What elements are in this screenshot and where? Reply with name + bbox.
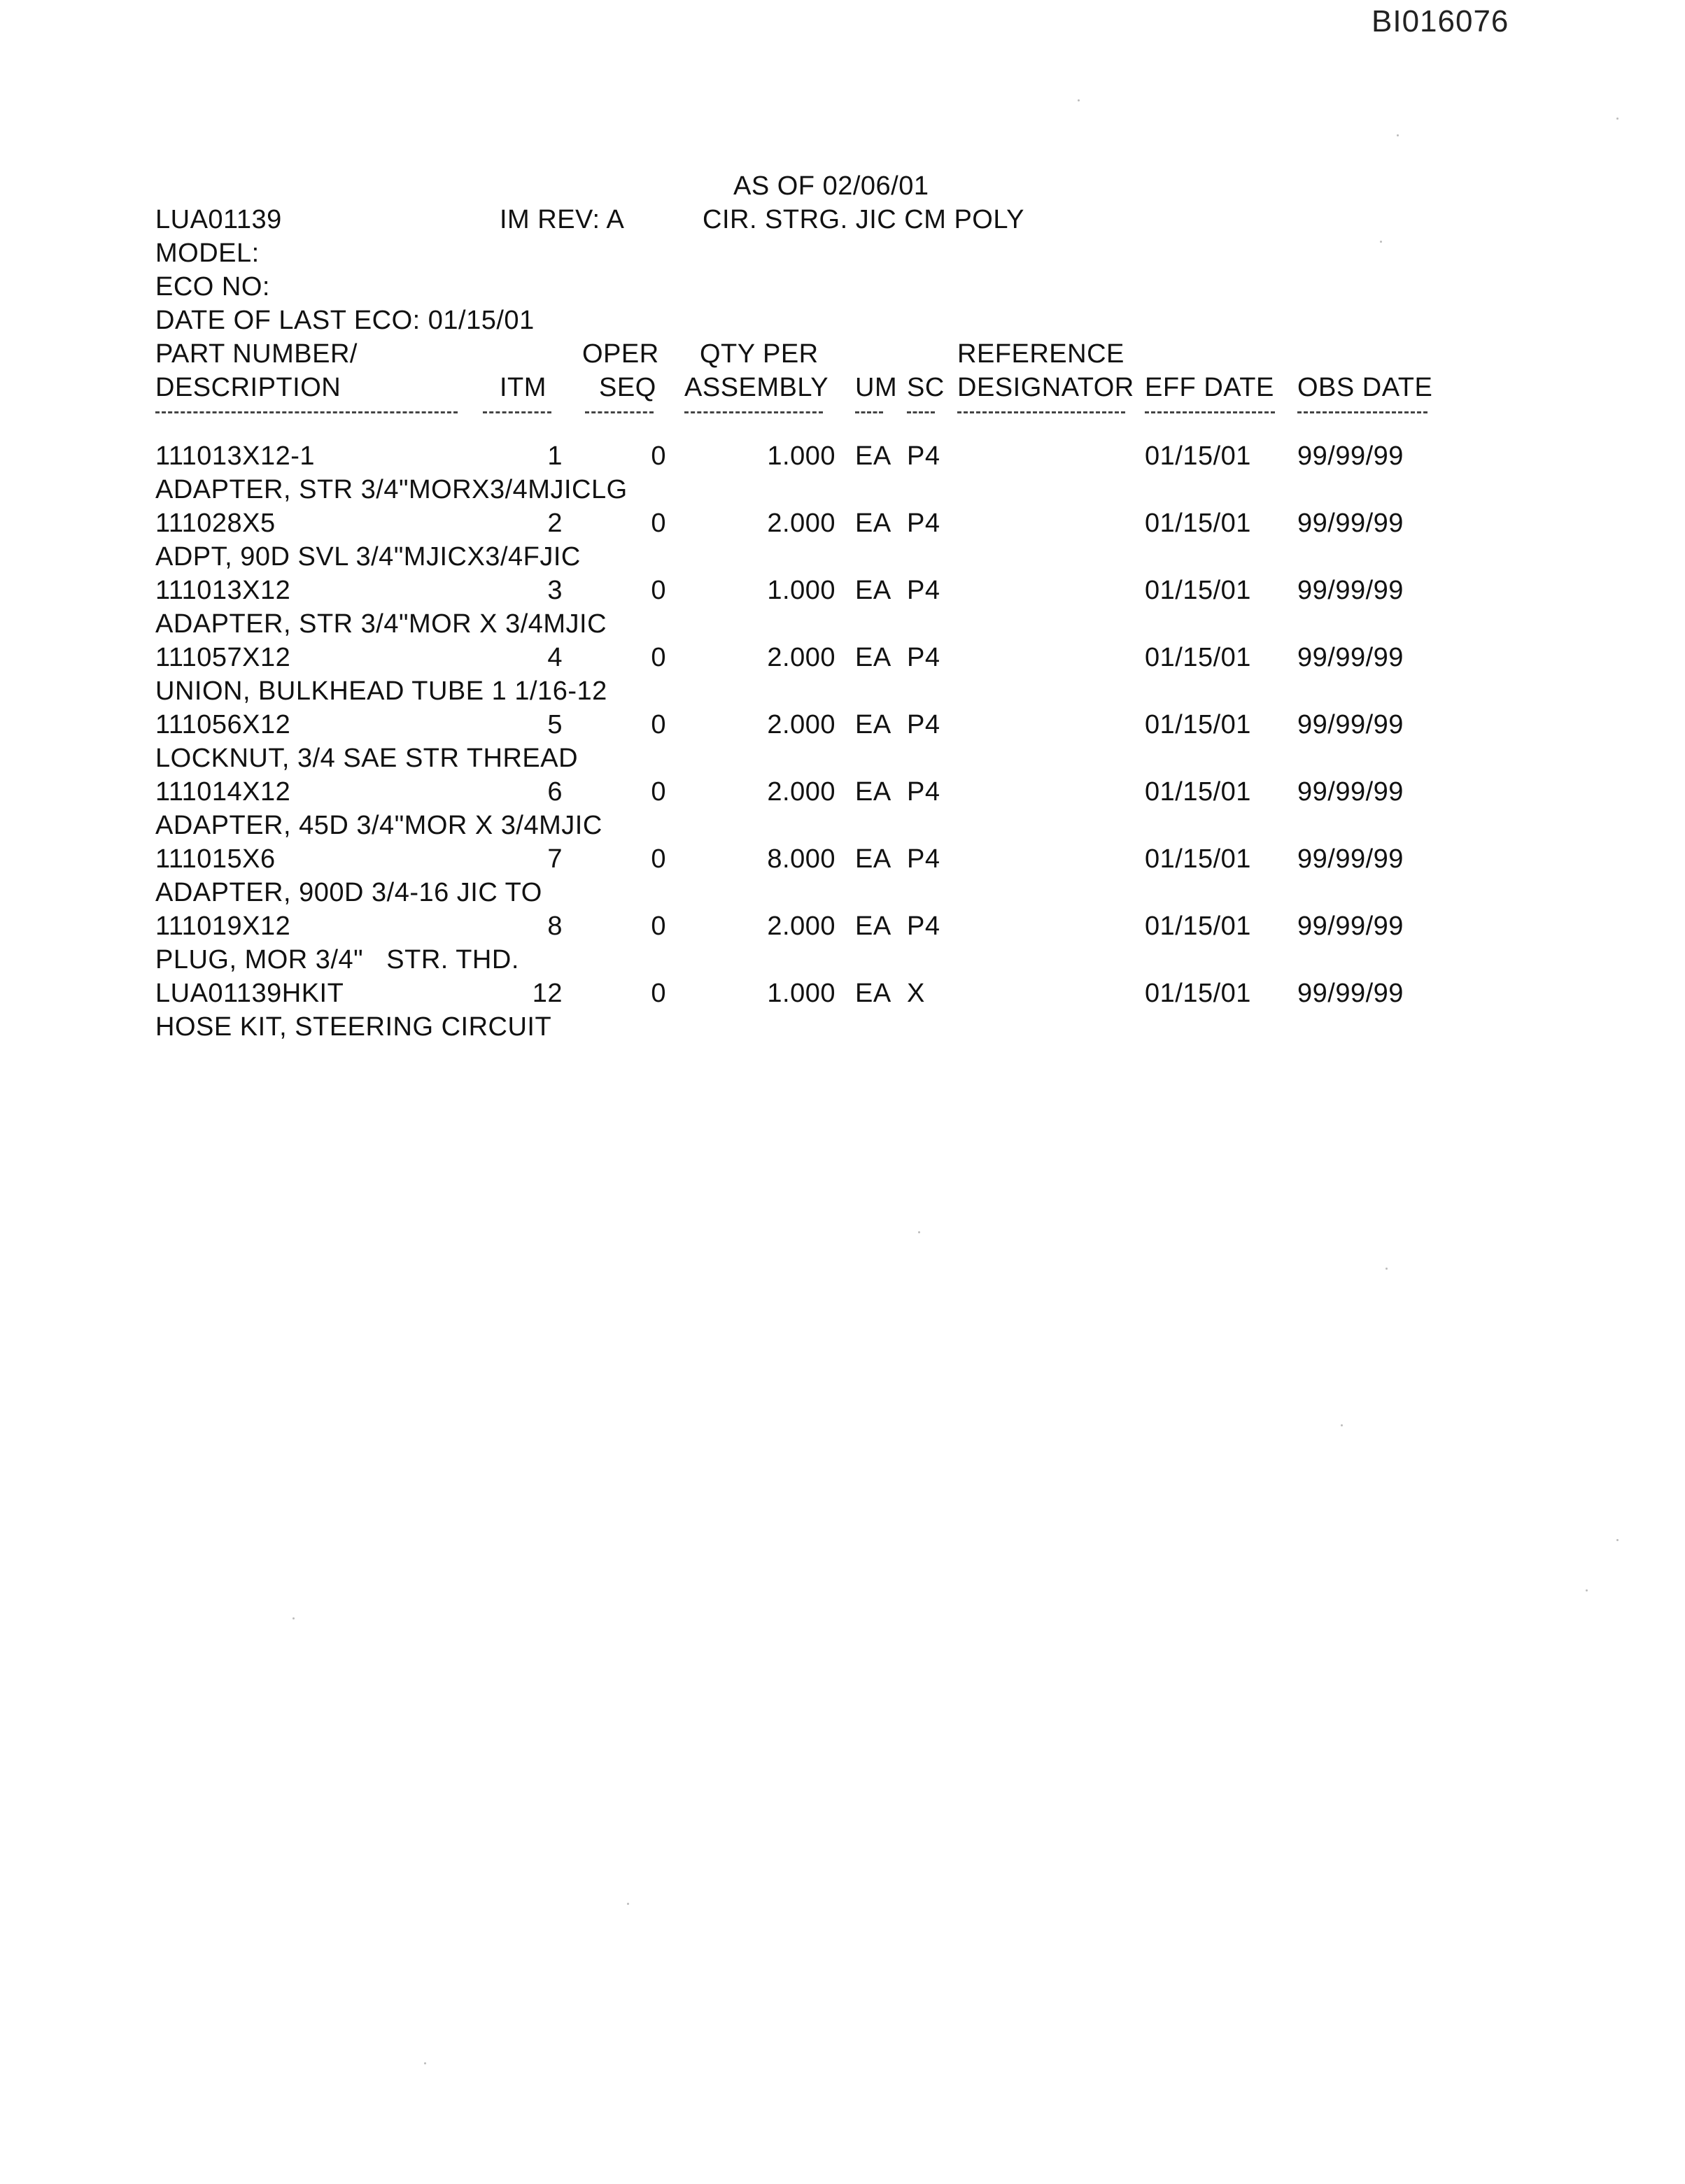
item-sc: P4 [907,844,940,874]
item-eff-date: 01/15/01 [1145,710,1251,739]
item-eff-date: 01/15/01 [1145,912,1251,941]
col-header-reference: REFERENCE [957,339,1124,369]
item-obs-date: 99/99/99 [1297,441,1404,471]
im-revision: IM REV: A [500,205,625,234]
item-part-number: 111015X6 [155,844,276,874]
item-part-number: 111014X12 [155,777,291,807]
item-description: ADAPTER, STR 3/4"MORX3/4MJICLG [155,475,628,504]
scan-speck [1078,99,1080,101]
date-last-eco: DATE OF LAST ECO: 01/15/01 [155,306,535,335]
item-sc: P4 [907,576,940,605]
scan-speck [918,1231,920,1233]
item-eff-date: 01/15/01 [1145,643,1251,672]
separator-obs-date [1297,411,1427,413]
item-eff-date: 01/15/01 [1145,777,1251,807]
item-itm: 7 [547,844,563,874]
item-description: LOCKNUT, 3/4 SAE STR THREAD [155,744,579,773]
item-description: ADAPTER, 900D 3/4-16 JIC TO [155,878,542,907]
item-description: PLUG, MOR 3/4" STR. THD. [155,945,519,974]
item-itm: 2 [547,509,563,538]
col-header-eff-date: EFF DATE [1145,373,1274,402]
item-seq: 0 [651,912,666,941]
item-qty: 1.000 [767,441,836,471]
item-seq: 0 [651,710,666,739]
col-header-part-number: PART NUMBER/ [155,339,358,369]
scan-speck [1386,1268,1388,1270]
scan-speck [1616,118,1619,120]
item-itm: 6 [547,777,563,807]
separator-assembly [684,411,823,413]
separator-um [855,411,883,413]
col-header-qty-per: QTY PER [700,339,819,369]
item-sc: P4 [907,710,940,739]
item-description: UNION, BULKHEAD TUBE 1 1/16-12 [155,676,607,706]
item-obs-date: 99/99/99 [1297,979,1404,1008]
scan-speck [1397,134,1399,136]
as-of-date: AS OF 02/06/01 [733,171,929,201]
item-obs-date: 99/99/99 [1297,777,1404,807]
item-seq: 0 [651,777,666,807]
col-header-um: UM [855,373,898,402]
part-code: LUA01139 [155,205,282,234]
item-itm: 4 [547,643,563,672]
item-um: EA [855,979,891,1008]
item-itm: 3 [547,576,563,605]
scan-speck [1616,1539,1619,1541]
item-description: ADAPTER, 45D 3/4"MOR X 3/4MJIC [155,811,602,840]
item-part-number: 111013X12 [155,576,291,605]
scan-speck [424,2062,426,2064]
item-obs-date: 99/99/99 [1297,844,1404,874]
item-description: HOSE KIT, STEERING CIRCUIT [155,1012,552,1042]
item-part-number: 111057X12 [155,643,291,672]
item-obs-date: 99/99/99 [1297,576,1404,605]
assembly-description: CIR. STRG. JIC CM POLY [703,205,1025,234]
item-um: EA [855,912,891,941]
separator-itm [483,411,551,413]
item-sc: P4 [907,441,940,471]
item-part-number: 111019X12 [155,912,291,941]
col-header-obs-date: OBS DATE [1297,373,1433,402]
item-um: EA [855,844,891,874]
item-sc: X [907,979,925,1008]
eco-number-label: ECO NO: [155,272,270,302]
col-header-oper: OPER [582,339,659,369]
item-itm: 8 [547,912,563,941]
col-header-sc: SC [907,373,945,402]
scan-speck [1586,1589,1588,1591]
separator-eff-date [1145,411,1275,413]
item-um: EA [855,777,891,807]
col-header-seq: SEQ [599,373,656,402]
item-seq: 0 [651,576,666,605]
col-header-itm: ITM [500,373,547,402]
item-qty: 1.000 [767,576,836,605]
item-obs-date: 99/99/99 [1297,710,1404,739]
item-seq: 0 [651,844,666,874]
document-id-stamp: BI016076 [1372,4,1509,38]
item-seq: 0 [651,441,666,471]
item-qty: 8.000 [767,844,836,874]
scan-speck [627,1903,629,1905]
item-um: EA [855,710,891,739]
item-part-number: LUA01139HKIT [155,979,344,1008]
item-um: EA [855,441,891,471]
item-um: EA [855,643,891,672]
item-eff-date: 01/15/01 [1145,509,1251,538]
item-seq: 0 [651,643,666,672]
item-qty: 2.000 [767,509,836,538]
item-obs-date: 99/99/99 [1297,912,1404,941]
item-qty: 2.000 [767,643,836,672]
col-header-assembly: ASSEMBLY [684,373,829,402]
item-sc: P4 [907,643,940,672]
item-part-number: 111056X12 [155,710,291,739]
item-seq: 0 [651,509,666,538]
item-eff-date: 01/15/01 [1145,979,1251,1008]
item-um: EA [855,576,891,605]
item-sc: P4 [907,777,940,807]
item-obs-date: 99/99/99 [1297,643,1404,672]
item-um: EA [855,509,891,538]
item-itm: 1 [547,441,563,471]
separator-sc [907,411,935,413]
item-qty: 2.000 [767,710,836,739]
item-description: ADAPTER, STR 3/4"MOR X 3/4MJIC [155,609,607,639]
separator-seq [585,411,654,413]
separator-designator [957,411,1125,413]
col-header-designator: DESIGNATOR [957,373,1134,402]
item-sc: P4 [907,912,940,941]
item-obs-date: 99/99/99 [1297,509,1404,538]
item-eff-date: 01/15/01 [1145,844,1251,874]
separator-part-description [155,411,458,413]
item-part-number: 111028X5 [155,509,276,538]
scan-speck [1380,241,1382,243]
item-qty: 2.000 [767,912,836,941]
item-itm: 12 [532,979,563,1008]
item-qty: 1.000 [767,979,836,1008]
item-description: ADPT, 90D SVL 3/4"MJICX3/4FJIC [155,542,581,572]
scan-speck [1341,1424,1343,1426]
item-sc: P4 [907,509,940,538]
col-header-description: DESCRIPTION [155,373,341,402]
scan-speck [292,1617,295,1619]
item-itm: 5 [547,710,563,739]
item-qty: 2.000 [767,777,836,807]
item-part-number: 111013X12-1 [155,441,316,471]
item-eff-date: 01/15/01 [1145,576,1251,605]
item-eff-date: 01/15/01 [1145,441,1251,471]
item-seq: 0 [651,979,666,1008]
model-label: MODEL: [155,239,260,268]
